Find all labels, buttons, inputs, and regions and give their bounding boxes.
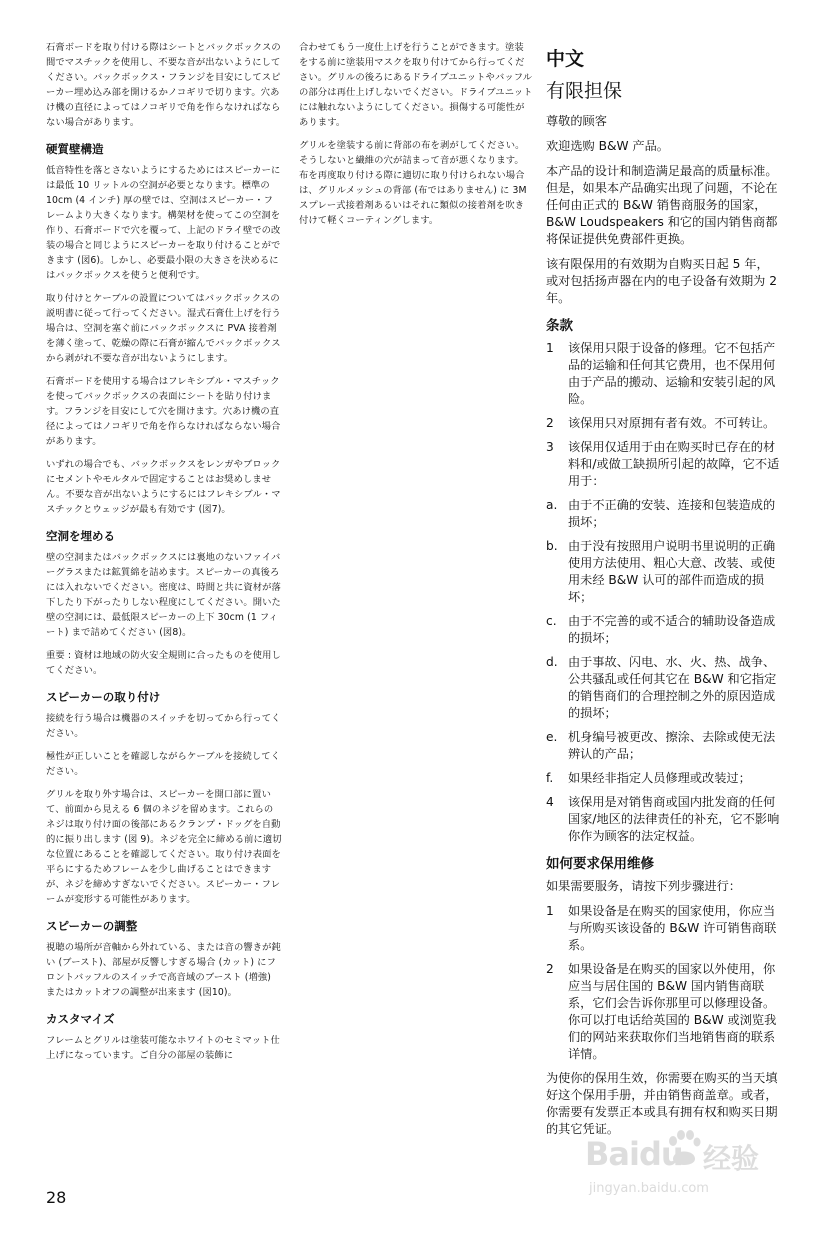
list-item-number: 2 xyxy=(546,416,554,430)
jp-heading-mounting: スピーカーの取り付け xyxy=(46,690,161,704)
watermark-logo: Baidu xyxy=(585,1135,683,1173)
cn-paragraph: 本产品的设计和制造满足最高的质量标准。但是，如果本产品确实出现了问题，不论在任何由正式的 B&W 销售商服务的国家，B&W Loudspeakers 和它的国内销售商都将保证提供免费部件更换。 xyxy=(546,164,778,246)
jp-paragraph: フレームとグリルは塗装可能なホワイトのセミマット仕上げになっています。ご自分の部屋の装飾に xyxy=(46,1035,280,1061)
list-item xyxy=(546,538,780,606)
claims-list xyxy=(546,903,780,1063)
baidu-jingyan-watermark xyxy=(585,1133,785,1213)
jp-paragraph: 低音特性を落とさないようにするためにはスピーカーには最低 10 リットルの空洞が必要となります。標準の 10cm (4 インチ) 厚の壁では、空洞はスピーカー・フレームより大きくなります。構架材を使ってこの空洞を作り、石膏ボードで穴を覆って、上記のドライ壁での改装の場合と同じようにスピーカーを取り付けることができます (図6)。しかし、必要最小限の大きさを決めるにはバックボックスを使うと便利です。 xyxy=(46,165,281,281)
jp-paragraph: グリルを取り外す場合は、スピーカーを開口部に置いて、前面から見える 6 個のネジを留めます。これらのネジは取り付け面の後部にあるクランプ・ドッグを自動的に振り出します (図 9)。ネジを完全に締める前に適切な位置にあることを確認してください。取り付け表面を平らにするためフレームを少し曲げることはできますが、ネジを締めすぎないでください。スピーカー・フレームが変形する可能性があります。 xyxy=(46,789,282,905)
list-item xyxy=(546,613,780,647)
list-item-text: 机身编号被更改、擦涂、去除或使无法辨认的产品； xyxy=(568,730,776,761)
list-item-number: 4 xyxy=(546,795,554,809)
list-item-text: 该保用仅适用于由在购买时已存在的材料和/或做工缺损所引起的故障，它不适用于： xyxy=(568,440,780,488)
warranty-title: 有限担保 xyxy=(546,80,623,102)
list-item-text: 由于不完善的或不适合的辅助设备造成的损坏； xyxy=(568,614,776,645)
watermark-url: jingyan.baidu.com xyxy=(589,1181,709,1196)
jp-heading-fill-cavity: 空洞を埋める xyxy=(46,529,115,543)
list-item-number: 3 xyxy=(546,440,554,454)
jp-paragraph: 接続を行う場合は機器のスイッチを切ってから行ってください。 xyxy=(46,713,281,739)
chinese-column xyxy=(546,40,780,1146)
list-item-number: c. xyxy=(546,614,557,628)
list-item xyxy=(546,961,780,1063)
list-item xyxy=(546,794,780,845)
list-item-text: 由于事故、闪电、水、火、热、战争、公共骚乱或任何其它在 B&W 和它指定的销售商们的合理控制之外的原因造成的损坏； xyxy=(568,655,777,720)
claim-intro: 如果需要服务，请按下列步骤进行： xyxy=(546,879,741,893)
claim-heading: 如何要求保用维修 xyxy=(546,856,654,872)
jp-paragraph: 極性が正しいことを確認しながらケーブルを接続してください。 xyxy=(46,751,281,777)
list-item xyxy=(546,770,780,787)
list-item xyxy=(546,497,780,531)
list-item xyxy=(546,415,780,432)
jp-paragraph: 取り付けとケーブルの設置についてはバックボックスの説明書に従って行ってください。湿式石膏仕上げを行う場合は、空洞を塞ぐ前にバックボックスに PVA 接着剤を薄く塗って、乾燥の際に石膏が縮んでバックボックスから剥がれ不要な音が出ないようにします。 xyxy=(46,293,281,364)
list-item-number: 1 xyxy=(546,904,554,918)
greeting: 尊敬的顾客 xyxy=(546,114,607,128)
jp-heading-hard-wall: 硬質壁構造 xyxy=(46,142,104,156)
list-item-number: f. xyxy=(546,771,554,785)
list-item xyxy=(546,340,780,408)
list-item-number: e. xyxy=(546,730,558,744)
list-item-number: 1 xyxy=(546,341,554,355)
terms-list xyxy=(546,340,780,845)
list-item xyxy=(546,439,780,490)
page-number: 28 xyxy=(46,1188,67,1207)
japanese-column-1 xyxy=(46,40,282,1071)
jp-paragraph: 石膏ボードを取り付ける際はシートとバックボックスの間でマスチックを使用し、不要な音が出ないようにしてください。バックボックス・フランジを目安にしてスピーカー埋め込み部を開けるかノコギリで切ります。穴あけ機の直径によってはノコギリで角を作らなければならない場合があります。 xyxy=(46,42,281,128)
list-item-text: 由于没有按照用户说明书里说明的正确使用方法使用、粗心大意、改装、或使用未经 B&W 认可的部件而造成的损坏； xyxy=(568,539,776,604)
cn-paragraph: 该有限保用的有效期为自购买日起 5 年，或对包括扬声器在内的电子设备有效期为 2 年。 xyxy=(546,257,778,305)
list-item-text: 如果经非指定人员修理或改装过； xyxy=(568,771,751,785)
list-item xyxy=(546,654,780,722)
list-item-text: 由于不正确的安装、连接和包装造成的损坏； xyxy=(568,498,776,529)
jp-paragraph: グリルを塗装する前に背部の布を剥がしてください。そうしないと繊維の穴が詰まって音が悪くなります。布を再度取り付ける際に適切に取り付けられない場合は、グリルメッシュの背部 (布ではありません) に 3M スプレー式接着剤あるいはそれに類似の接着剤を吹き付けて軽くコーティングします。 xyxy=(299,140,527,226)
list-item-text: 如果设备是在购买的国家使用，你应当与所购买该设备的 B&W 许可销售商联系。 xyxy=(568,904,777,952)
list-item-number: b. xyxy=(546,539,558,553)
jp-paragraph: 視聴の場所が音軸から外れている、または音の響きが鈍い (ブースト)、部屋が反響しすぎる場合 (カット) にフロントバッフルのスイッチで高音域のブースト (増強) またはカットオフの調整が出来ます (図10)。 xyxy=(46,942,281,998)
jp-paragraph: 石膏ボードを使用する場合はフレキシブル・マスチックを使ってバックボックスの表面にシートを貼り付けます。フランジを目安にして穴を開けます。穴あけ機の直径によってはノコギリで角を作らなければならない場合があります。 xyxy=(46,376,281,447)
jp-paragraph: 合わせてもう一度仕上げを行うことができます。塗装をする前に塗装用マスクを取り付けてから行ってください。グリルの後ろにあるドライブユニットやバッフルの部分は再仕上げしないでください。ドライブユニットには触れないようにしてください。損傷する可能性があります。 xyxy=(299,42,533,128)
jp-heading-adjustment: スピーカーの調整 xyxy=(46,919,138,933)
jp-paragraph: いずれの場合でも、バックボックスをレンガやブロックにセメントやモルタルで固定することはお奨めしません。不要な音が出ないようにするにはフレキシブル・マスチックとウェッジが最も有効です (図7)。 xyxy=(46,459,281,515)
list-item-text: 该保用只对原拥有者有效。不可转让。 xyxy=(568,416,776,430)
cn-final-paragraph: 为使你的保用生效，你需要在购买的当天填好这个保用手册，并由销售商盖章。或者，你需要有发票正本或具有拥有权和购买日期的其它凭证。 xyxy=(546,1071,778,1136)
language-heading: 中文 xyxy=(546,48,585,70)
jp-heading-customize: カスタマイズ xyxy=(46,1012,115,1026)
list-item-number: a. xyxy=(546,498,558,512)
terms-heading: 条款 xyxy=(546,318,573,334)
list-item-number: 2 xyxy=(546,962,554,976)
list-item xyxy=(546,729,780,763)
jp-paragraph: 重要 : 資材は地域の防火安全規則に合ったものを使用してください。 xyxy=(46,650,281,676)
welcome-text: 欢迎选购 B&W 产品。 xyxy=(546,139,669,153)
japanese-column-2 xyxy=(299,40,533,236)
list-item-text: 如果设备是在购买的国家以外使用，你应当与居住国的 B&W 国内销售商联系，它们会告诉你那里可以修理设备。你可以打电话给英国的 B&W 或浏览我们的网站来获取你们当地销售商的联系详情。 xyxy=(568,962,777,1061)
jp-paragraph: 壁の空洞またはバックボックスには裏地のないファイバーグラスまたは鉱質綿を詰めます。スピーカーの真後ろには入れないでください。密度は、時間と共に資材が落下したり下がったりしない程度にしてください。開いた壁の空洞には、最低限スピーカーの上下 30cm (1 フィート) まで詰めてください (図8)。 xyxy=(46,552,281,638)
list-item-text: 该保用是对销售商或国内批发商的任何国家/地区的法律责任的补充，它不影响你作为顾客的法定权益。 xyxy=(568,795,780,843)
watermark-jingyan: 经验 xyxy=(703,1142,760,1175)
list-item-number: d. xyxy=(546,655,558,669)
paw-icon xyxy=(665,1129,701,1173)
list-item-text: 该保用只限于设备的修理。它不包括产品的运输和任何其它费用，也不保用何由于产品的搬动、运输和安装引起的风险。 xyxy=(568,341,776,406)
list-item xyxy=(546,903,780,954)
